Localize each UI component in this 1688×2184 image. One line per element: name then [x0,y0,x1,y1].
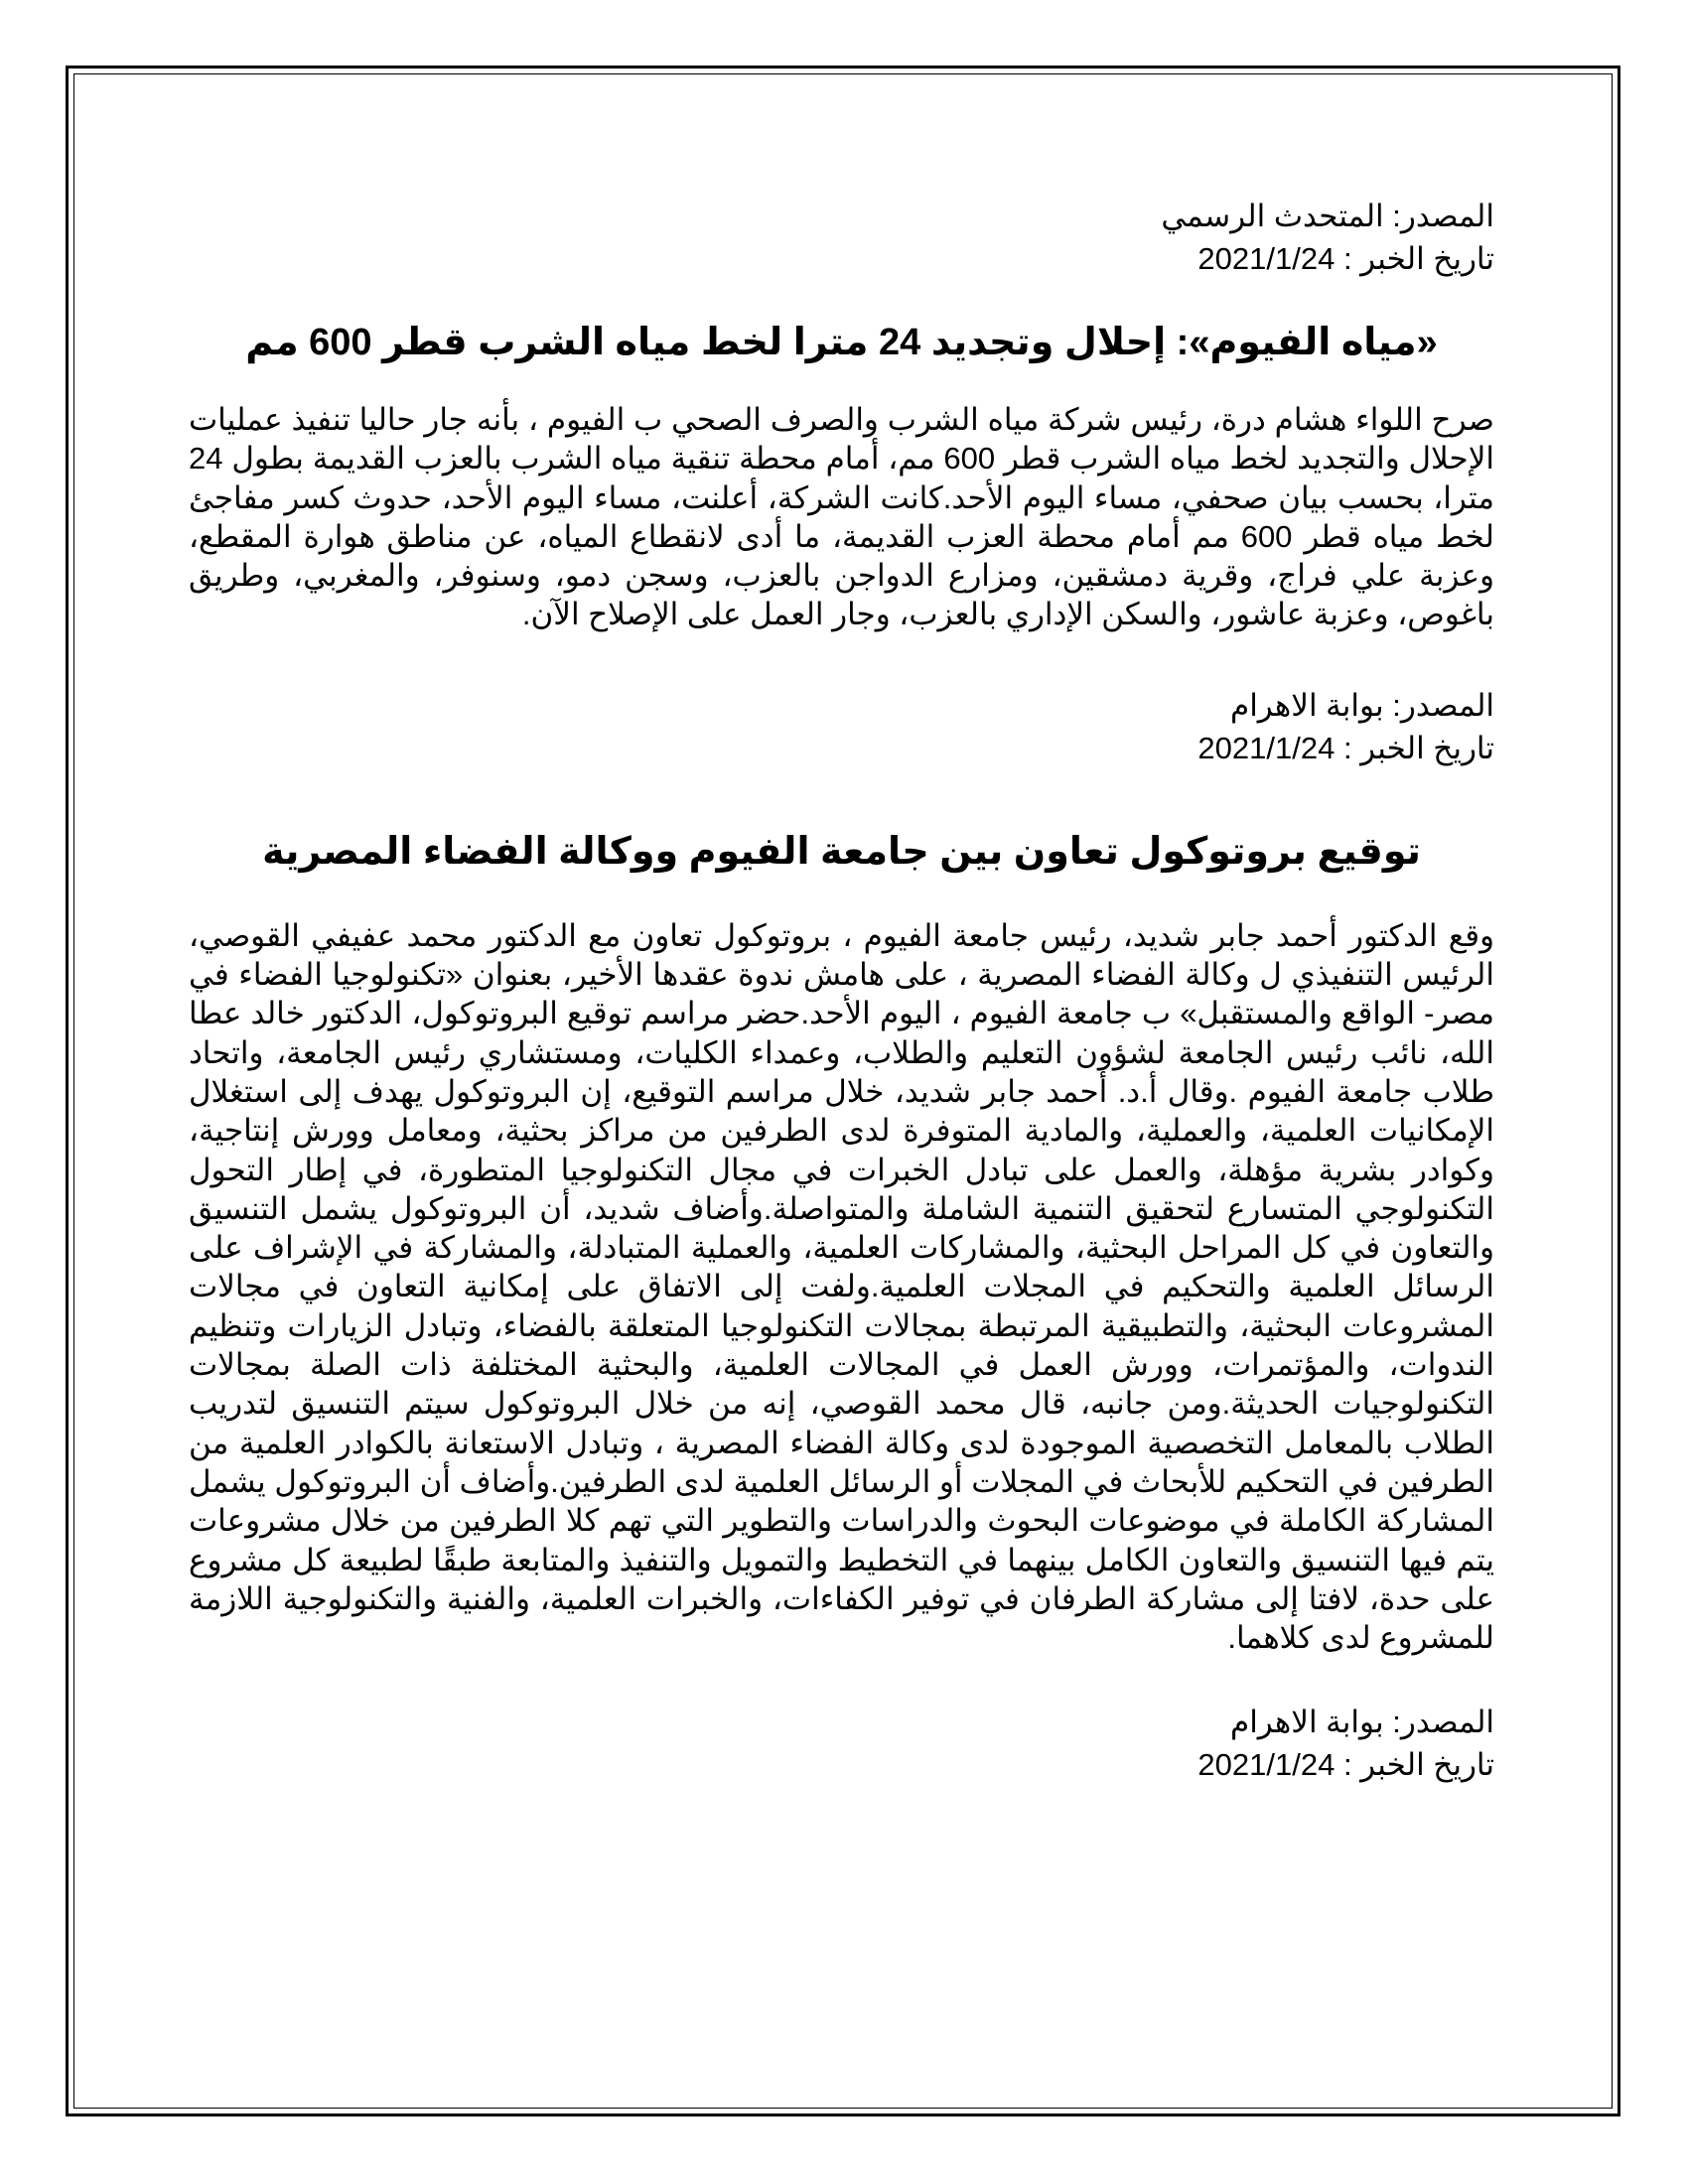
article-2-title: توقيع بروتوكول تعاون بين جامعة الفيوم ووكالة الفضاء المصرية [262,830,1421,873]
footer-date: تاريخ الخبر : 2021/1/24 [1197,1747,1494,1783]
article-1-source: المصدر: المتحدث الرسمي [1161,199,1494,233]
document-page [189,195,1494,1786]
footer-meta [189,1701,1494,1786]
article-1-body: صرح اللواء هشام درة، رئيس شركة مياه الشرب والصرف الصحي ب الفيوم ، بأنه جار حاليا تنفيذ عمليات الإحلال والتجديد لخط مياه الشرب قطر 600 مم، أمام محطة تنقية مياه الشرب بالعزب القديمة بطول 24 مترا، بحسب بيان صحفي، مساء اليوم الأحد.كانت الشركة، أعلنت، مساء اليوم الأحد، حدوث كسر مفاجئ لخط مياه قطر 600 مم أمام محطة العزب القديمة، ما أدى لانقطاع المياه، عن مناطق هوارة المقطع، وعزبة علي فراج، وقرية دمشقين، ومزارع الدواجن بالعزب، وسجن دمو، وسنوفر، والمغربي، وطريق باغوص، وعزبة عاشور، والسكن الإداري بالعزب، وجار العمل على الإصلاح الآن. [189,402,1494,632]
article-1-title: «مياه الفيوم»: إحلال وتجديد 24 مترا لخط مياه الشرب قطر 600 مم [245,322,1438,363]
footer-source: المصدر: بوابة الاهرام [1230,1705,1494,1740]
article-1-meta [189,195,1494,280]
article-2-body: وقع الدكتور أحمد جابر شديد، رئيس جامعة الفيوم ، بروتوكول تعاون مع الدكتور محمد عفيفي القوصي، الرئيس التنفيذي ل وكالة الفضاء المصرية ، على هامش ندوة عقدها الأخير، بعنوان «تكنولوجيا الفضاء في مصر- الواقع والمستقبل» ب جامعة الفيوم ، اليوم الأحد.حضر مراسم توقيع البروتوكول، الدكتور خالد عطا الله، نائب رئيس الجامعة لشؤون التعليم والطلاب، وعمداء الكليات، ومستشاري رئيس الجامعة، واتحاد طلاب جامعة الفيوم .وقال أ.د. أحمد جابر شديد، خلال مراسم التوقيع، إن البروتوكول يهدف إلى استغلال الإمكانيات العلمية، والعملية، والمادية المتوفرة لدى الطرفين من مراكز بحثية، ومعامل وورش إنتاجية، وكوادر بشرية مؤهلة، والعمل على تبادل الخبرات في مجال التكنولوجيا المتطورة، في إطار التحول التكنولوجي المتسارع لتحقيق التنمية الشاملة والمتواصلة.وأضاف شديد، أن البروتوكول يشمل التنسيق والتعاون في كل المراحل البحثية، والمشاركات العلمية، والعملية المتبادلة، والمشاركة في الإشراف على الرسائل العلمية والتحكيم في المجلات العلمية.ولفت إلى الاتفاق على إمكانية التعاون في مجالات المشروعات البحثية، والتطبيقية المرتبطة بمجالات التكنولوجيا المتعلقة بالفضاء، وتبادل الزيارات وتنظيم الندوات، والمؤتمرات، وورش العمل في المجالات العلمية، والبحثية المختلفة ذات الصلة بمجالات التكنولوجيات الحديثة.ومن جانبه، قال محمد القوصي، إنه من خلال البروتوكول سيتم التنسيق لتدريب الطلاب بالمعامل التخصصية الموجودة لدى وكالة الفضاء المصرية ، وتبادل الاستعانة بالكوادر العلمية من الطرفين في التحكيم للأبحاث في المجلات أو الرسائل العلمية لدى الطرفين.وأضاف أن البروتوكول يشمل المشاركة الكاملة في موضوعات البحوث والدراسات والتطوير التي تهم كلا الطرفين من خلال مشروعات يتم فيها التنسيق والتعاون الكامل بينهما في التخطيط والتمويل والتنفيذ والمتابعة طبقًا لطبيعة كل مشروع على حدة، لافتا إلى مشاركة الطرفان في توفير الكفاءات، والخبرات العلمية، والفنية والتكنولوجية اللازمة للمشروع لدى كلاهما. [189,917,1494,1656]
article-1-date: تاريخ الخبر : 2021/1/24 [1197,241,1494,276]
article-2-source: المصدر: بوابة الاهرام [1230,687,1494,723]
article-2-meta [189,684,1494,769]
article-2-date: تاريخ الخبر : 2021/1/24 [1197,730,1494,765]
